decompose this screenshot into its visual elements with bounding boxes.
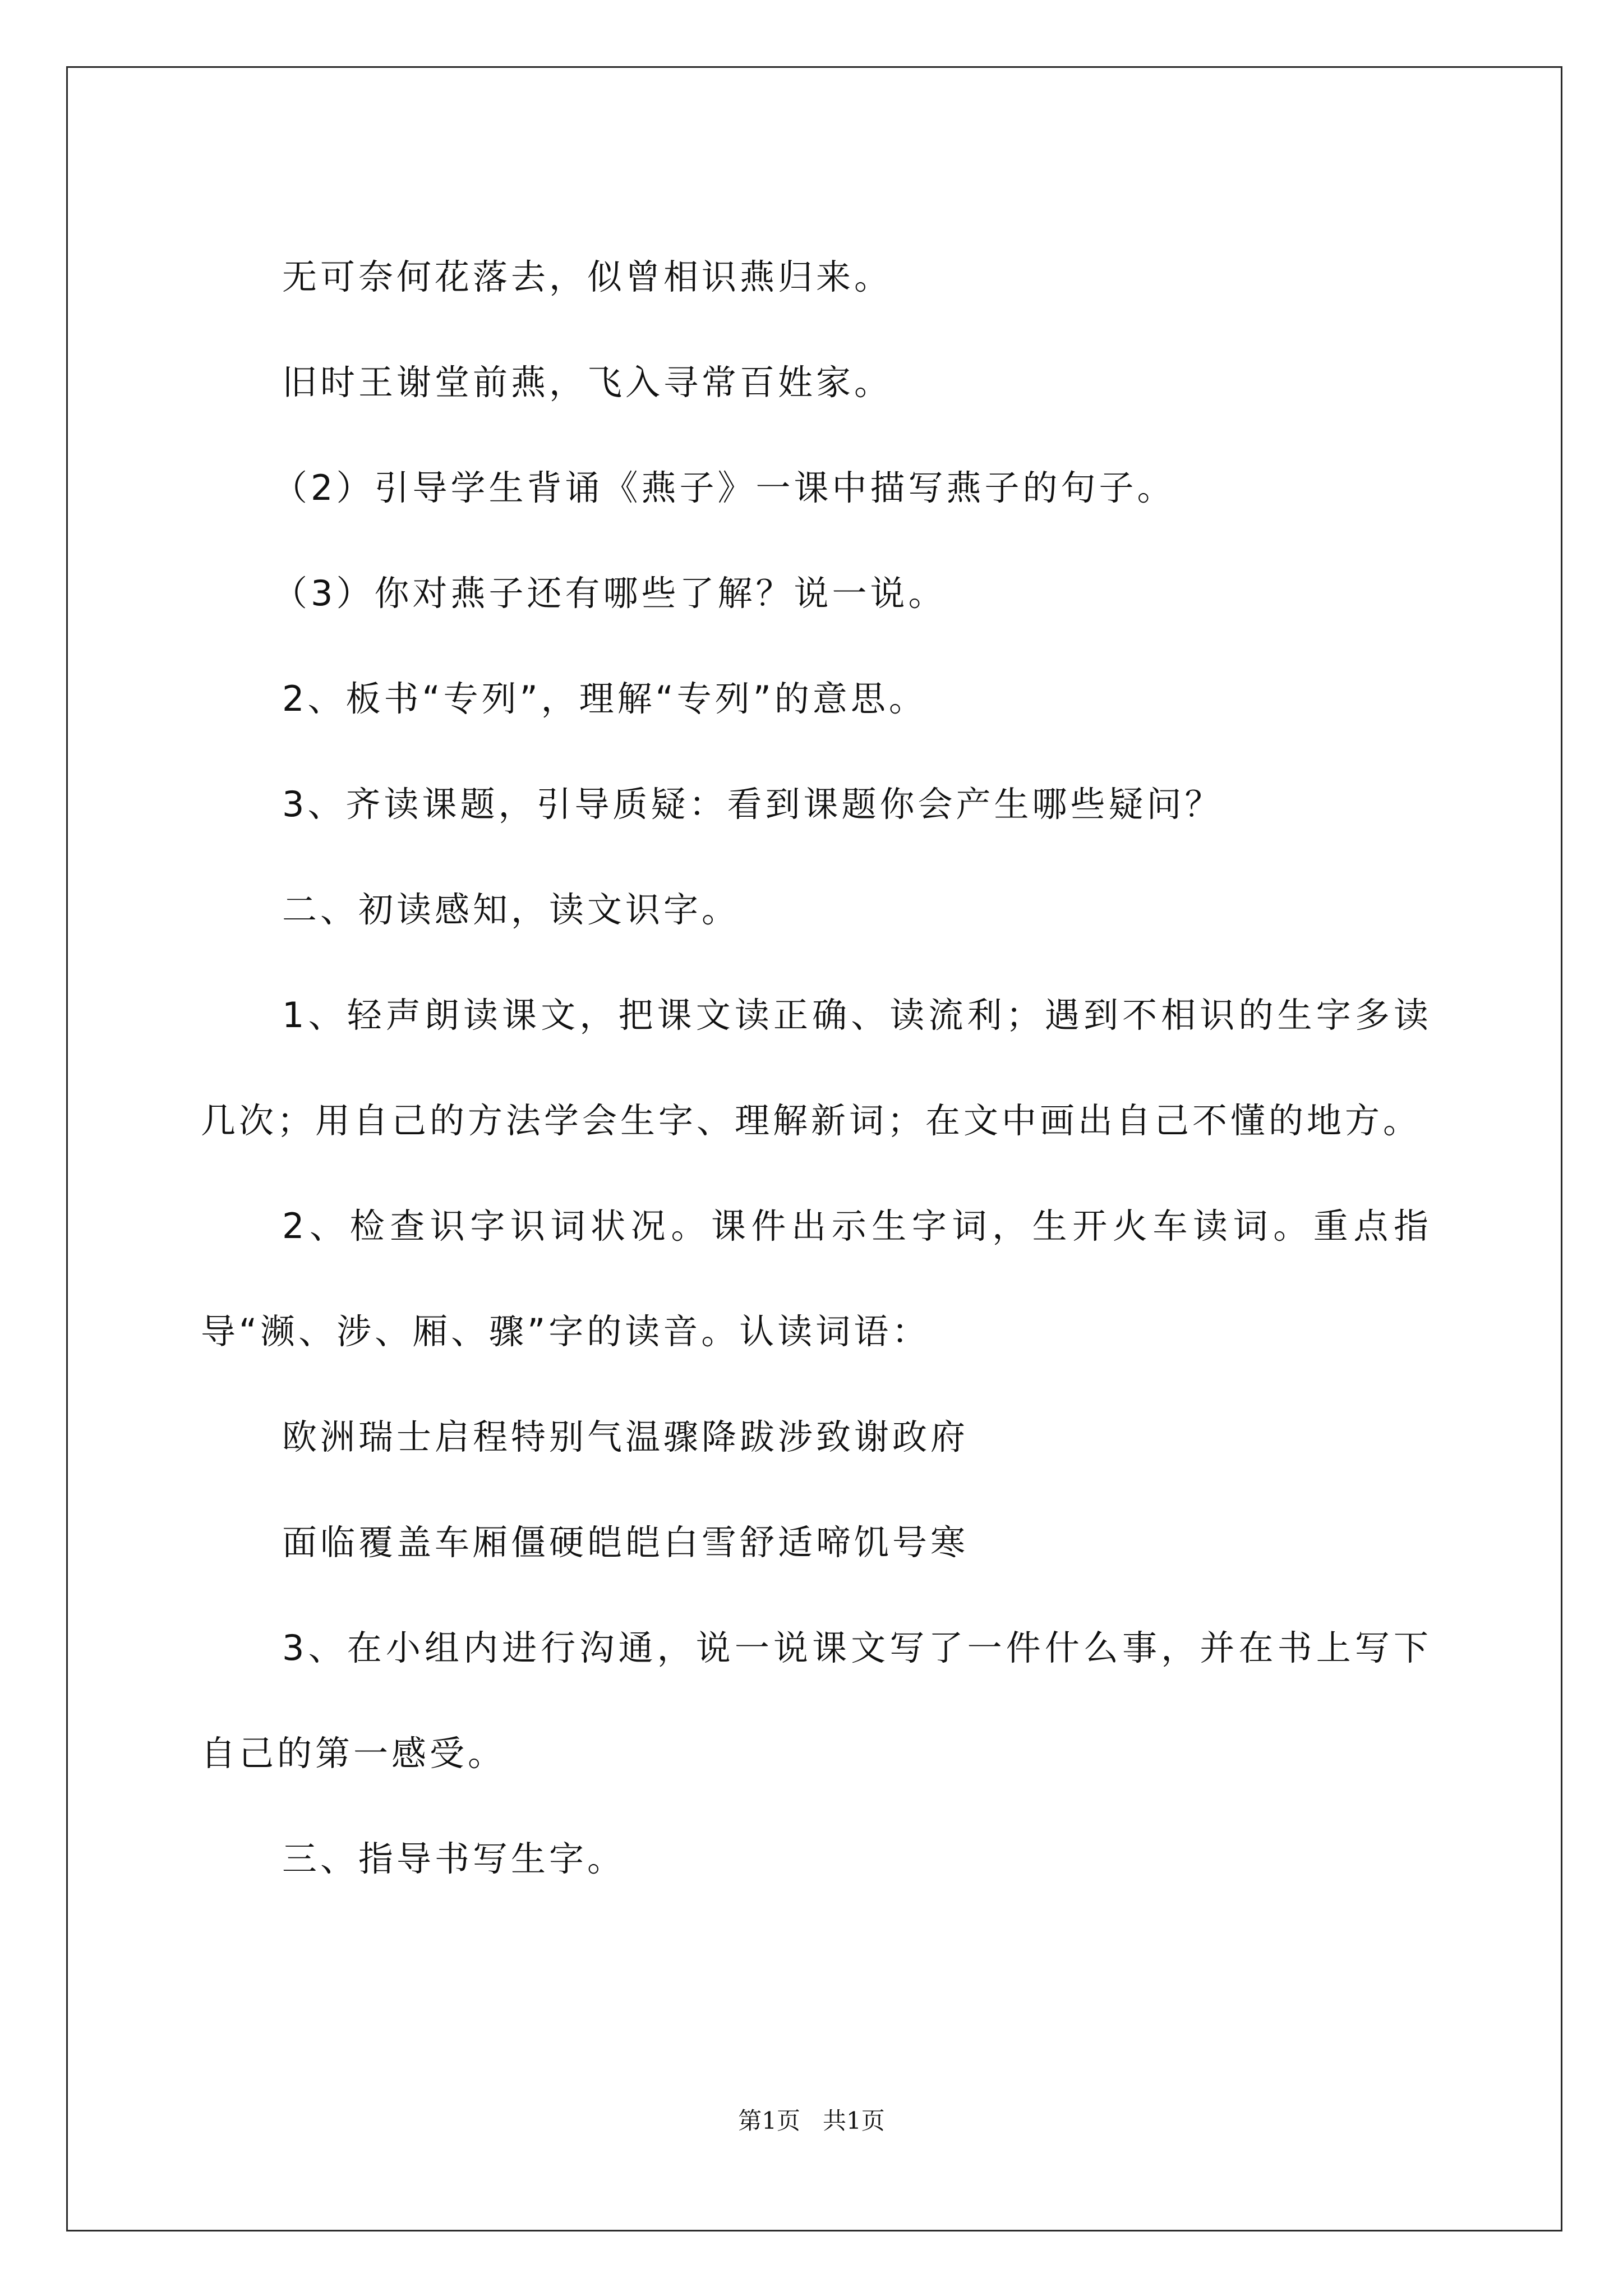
page-number: 第1页 共1页 [738,2107,885,2134]
paragraph-recite: （2）引导学生背诵《燕子》一课中描写燕子的句子。 [273,467,1175,508]
paragraph-question: 3、齐读课题，引导质疑：看到课题你会产生哪些疑问？ [282,784,1223,825]
paragraph-read-aloud: 1、轻声朗读课文，把课文读正确、读流利；遇到不相识的生字多读几次；用自己的方法学会生字、理解新词；在文中画出自己不懂的地方。 [201,995,1432,1141]
section-heading-3: 三、指导书写生字。 [282,1838,626,1879]
poem-line-1: 无可奈何花落去，似曾相识燕归来。 [282,256,893,297]
document-body [201,224,1432,1912]
poem-line-2: 旧时王谢堂前燕，飞入寻常百姓家。 [282,362,893,403]
word-list-2: 面临覆盖车厢僵硬皑皑白雪舒适啼饥号寒 [282,1522,969,1563]
paragraph-board-writing: 2、板书“专列”，理解“专列”的意思。 [282,678,927,719]
section-heading-2: 二、初读感知，读文识字。 [282,889,740,930]
paragraph-discuss: （3）你对燕子还有哪些了解？说一说。 [273,573,947,614]
paragraph-group-discussion: 3、在小组内进行沟通，说一说课文写了一件什么事，并在书上写下自己的第一感受。 [201,1627,1432,1774]
paragraph-check-words: 2、检查识字识词状况。课件出示生字词，生开火车读词。重点指导“濒、涉、厢、骤”字的读音。认读词语： [201,1205,1432,1352]
word-list-1: 欧洲瑞士启程特别气温骤降跋涉致谢政府 [282,1416,969,1457]
